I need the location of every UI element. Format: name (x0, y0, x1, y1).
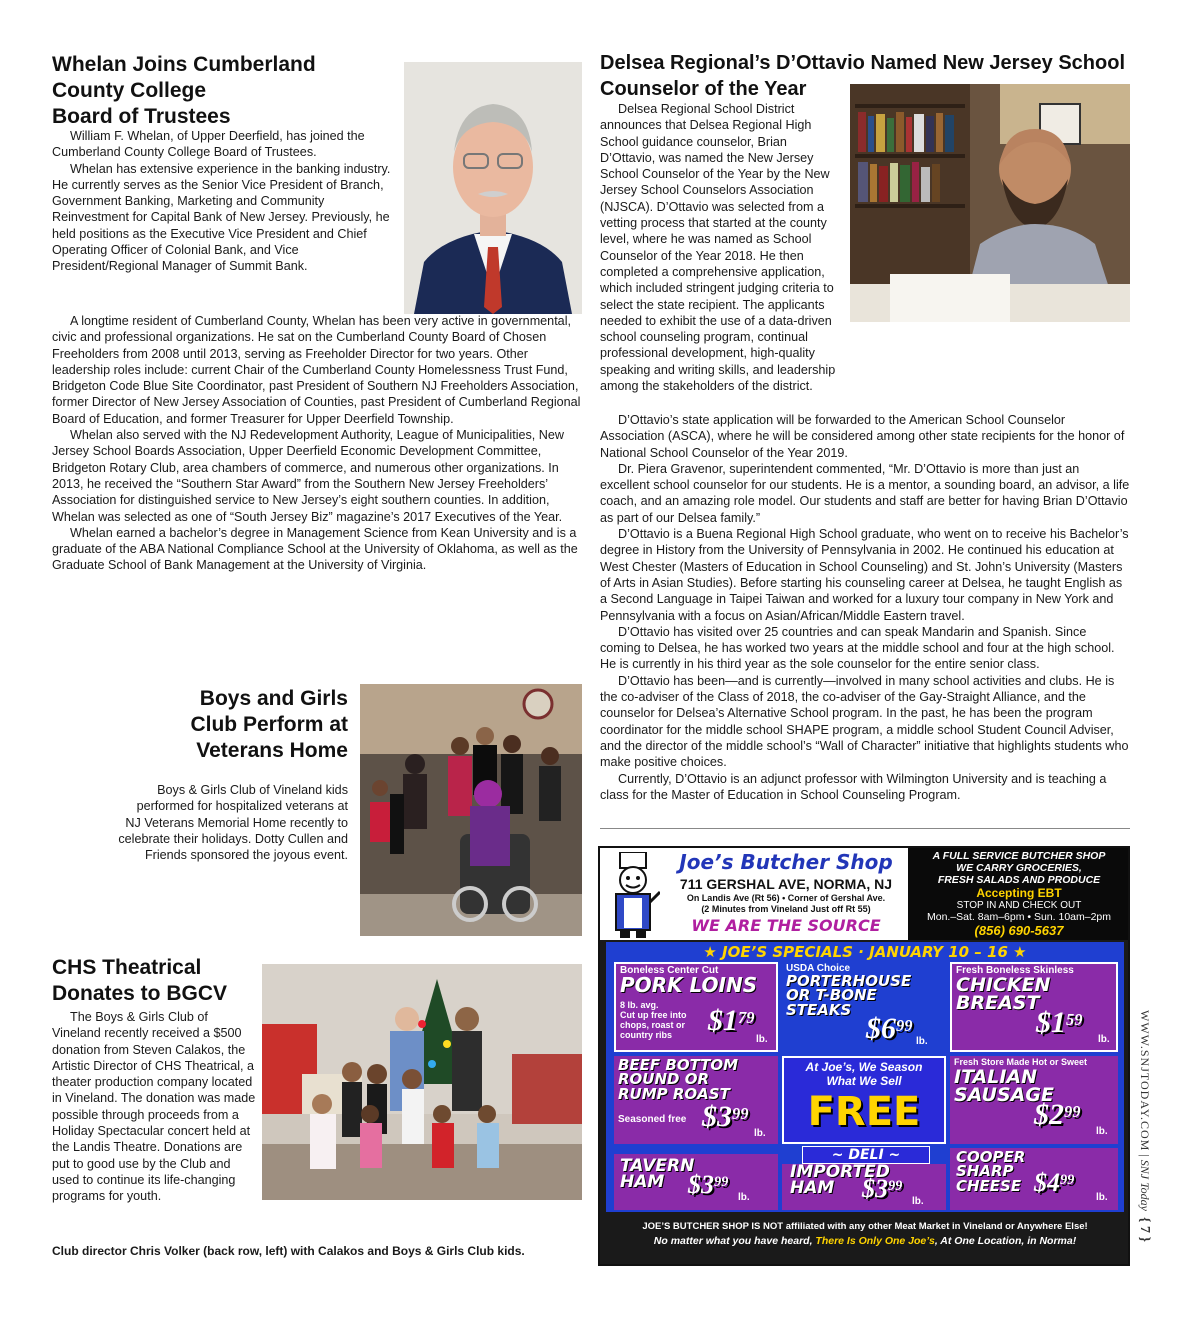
shop-address: 711 GERSHAL AVE, NORMA, NJ (679, 876, 893, 892)
price-cheese: $\$4^{99}$ (1034, 1168, 1075, 1197)
dottavio-paragraph: D’Ottavio has visited over 25 countries and can speak Mandarin and Spanish. Since coming to Delsea, he has worked two years at the middle school and four at the high school. He is currently in his third year as the sole counselor for the entire senior class. (600, 624, 1115, 672)
price-tavern: $\$3^{99}$ (688, 1170, 729, 1199)
ad-footer: JOE’S BUTCHER SHOP IS NOT affiliated with any other Meat Market in Vineland or Anywhere Else! No matter what you have heard, There Is Only One Joe’s, At One Location, in Norma! (642, 1221, 1088, 1247)
page-number: { 7 } (1137, 1217, 1152, 1243)
whelan-paragraph: William F. Whelan, of Upper Deerfield, has joined the Cumberland County College Board of Trustees. (52, 129, 365, 160)
chs-photo (262, 964, 582, 1200)
ad-info-line: WE CARRY GROCERIES, (956, 862, 1082, 874)
dottavio-headline: Delsea Regional’s D’Ottavio Named New Jersey School Counselor of the Year (600, 52, 1125, 100)
publication-name: SNJ Today (1138, 1159, 1152, 1211)
bgc-caption: Boys & Girls Club of Vineland kids performed for hospitalized veterans at NJ Veterans Memorial Home recently to celebrate their holidays. Dotty Cullen and Friends sponsored the joyous event. (118, 783, 348, 863)
price-sausage: $\$2^{99}$ (1034, 1098, 1081, 1131)
price-imported: $\$3^{99}$ (862, 1174, 903, 1203)
price-steak: $\$6^{99}$ (866, 1012, 913, 1045)
ad-header (600, 848, 908, 940)
dottavio-body-narrow (600, 101, 842, 394)
whelan-paragraph: Whelan has extensive experience in the banking industry. He currently serves as the Senior Vice President of Branch, Government Banking, Marketing and Community Reinvestment for Capital Bank of New Jersey. Previously, he held positions as the Executive Vice President and Chief Operating Officer of Colonial Bank, and Vice President/Regional Manager of Summit Bank. (52, 161, 391, 274)
special-sausage: Fresh Store Made Hot or Sweet ITALIAN SAUSAGE $\$2^{99}$ lb. (950, 1056, 1118, 1144)
ad-specials-panel (606, 942, 1124, 1212)
whelan-paragraph: A longtime resident of Cumberland County, Whelan has been very active in governmental, civic and professional organizations. He sat on the Cumberland County Board of Chosen Freeholders from 2008 until 2013, serving as Freeholder Director for two years. Other leadership roles include: current Chair of the Cumberland County Homelessness Trust Fund, Bridgeton Code Blue Site Coordinator, past President of Southern NJ Freeholders Association, former Director of New Jersey Association of Counties, past President of Cumberland Regional Board of Education, and former Treasurer for Upper Deerfield Township. (52, 314, 581, 426)
chs-headline: CHS Theatrical Donates to BGCV (52, 956, 228, 1005)
whelan-body-top (52, 128, 392, 275)
specials-banner: ★ JOE’S SPECIALS · JANUARY 10 – 16 ★ (703, 943, 1027, 961)
dottavio-paragraph: Currently, D’Ottavio is an adjunct professor with Wilmington University and is teaching a class for the Master of Education in School Counseling Program. (600, 771, 1107, 802)
special-beef-roast: BEEF BOTTOM ROUND OR RUMP ROAST Seasoned free $\$3^{99}$ lb. (614, 1056, 778, 1144)
site-url: WWW.SNJTODAY.COM (1138, 1010, 1152, 1152)
dottavio-paragraph: Delsea Regional School District announces that Delsea Regional High School guidance counselor, Brian D’Ottavio, was named the New Jersey School Counselor of the Year by the New Jersey School Counselors Association (NJSCA). D’Ottavio was selected from a vetting process that started at the county level, where he was named as School Counselor of the Year 2018. He then completed a comprehensive application, which included stringent judging criteria to select the state recipient. The applicants needed to exhibit the use of a data-driven school counseling program, continual professional development, high-quality speaking and writing skills, and leadership among the stakeholders of the district. (600, 102, 836, 394)
dottavio-paragraph: D’Ottavio’s state application will be forwarded to the American School Counselor Association (ASCA), where he will be considered among other state recipients for the honor of National School Counselor of the Year 2019. (600, 413, 1125, 460)
section-divider (600, 828, 1130, 829)
whelan-paragraph: Whelan also served with the NJ Redevelopment Authority, League of Municipalities, New Jersey School Boards Association, Upper Deerfield Economic Development Committee, Bridgeton Rotary Club, area chambers of commerce, and numerous other organizations. In 2013, he received the “Southern Star Award” from the Southern New Jersey Freeholders’ Association for distinguished service to New Jersey’s eight southern counties. In addition, Whelan was selected as one of “South Jersey Biz” magazine’s 2017 Executives of the Year. (52, 428, 564, 524)
page-sidebar: WWW.SNJTODAY.COM | SNJ Today { 7 } (1137, 1010, 1152, 1243)
dottavio-paragraph: D’Ottavio has been—and is currently—involved in many school activities and clubs. He is the co-adviser of the Class of 2018, the co-adviser of the Gay-Straight Alliance, and the counselor for Delsea’s Alternative School program. In the past, he has been the program coordinator for the middle school SHAPE program, a middle school Student Council Adviser, and the director of the middle school’s “Wall of Character” initiative that highlights students who make positive choices. (600, 673, 1129, 770)
butcher-mascot-icon (606, 852, 660, 938)
shop-slogan: WE ARE THE SOURCE (691, 916, 881, 935)
price-beef: $\$3^{99}$ (702, 1100, 749, 1133)
shop-name: Joe’s Butcher Shop (679, 850, 893, 874)
whelan-headline: Whelan Joins Cumberland County College Board of Trustees (52, 53, 316, 128)
price-pork: $\$1^{79}$ (708, 1004, 755, 1037)
chs-article (52, 955, 256, 1205)
ad-info-line: A FULL SERVICE BUTCHER SHOP (932, 850, 1106, 862)
special-tavern-ham: TAVERN HAM $\$3^{99}$ lb. (614, 1154, 778, 1210)
dottavio-paragraph: Dr. Piera Gravenor, superintendent commented, “Mr. D’Ottavio is more than just an excellent school counselor for our students. He is a mentor, a sounding board, an advisor, a life coach, and an amazing role model. Our students and staff are better for having Brian D’Ottavio as part of our Delsea family.” (600, 461, 1130, 525)
dottavio-body-wide (600, 412, 1130, 803)
special-steaks: USDA Choice PORTERHOUSE OR T-BONE STEAKS $\$6^{99}$ lb. (782, 962, 946, 1052)
bgc-headline: Boys and Girls Club Perform at Veterans Home (190, 687, 348, 762)
shop-directions: On Landis Ave (Rt 56) • Corner of Gershal Ave. (2 Minutes from Vineland Just off Rt 55) (686, 893, 886, 914)
special-season-free: At Joe’s, We Season What We Sell FREE (782, 1056, 946, 1144)
ad-ebt: Accepting EBT (976, 886, 1062, 900)
ad-info-line: FRESH SALADS AND PRODUCE (937, 874, 1101, 886)
bgc-photo (360, 684, 582, 936)
whelan-photo (404, 62, 582, 314)
ad-hours: Mon.–Sat. 8am–6pm • Sun. 10am–2pm (926, 911, 1112, 923)
ad-stop-in: STOP IN AND CHECK OUT (956, 900, 1082, 911)
butcher-shop-ad (598, 846, 1130, 1266)
ad-info-panel (908, 848, 1130, 940)
bgc-article (100, 686, 348, 863)
ad-phone: (856) 690-5637 (974, 923, 1064, 938)
whelan-body-bottom (52, 313, 582, 574)
whelan-paragraph: Whelan earned a bachelor’s degree in Management Science from Kean University and is a graduate of the ABA National Compliance School at the University of Oklahoma, as well as the Graduate School of Bank Management at the University of Virginia. (52, 525, 578, 573)
free-text: FREE (807, 1089, 921, 1135)
dottavio-photo (850, 84, 1130, 322)
chs-photo-caption: Club director Chris Volker (back row, left) with Calakos and Boys & Girls Club kids. (52, 1244, 525, 1258)
chs-body: The Boys & Girls Club of Vineland recently received a $500 donation from Steven Calakos, the Artistic Director of CHS Theatrical, a theater production company located in Vineland. The donation was made possible through proceeds from a Holiday Spectacular concert held at the Landis Theatre. Donations are put to good use by the Club and used to continue its life-changing programs for youth. (52, 1010, 256, 1204)
special-imported-ham: IMPORTED HAM $\$3^{99}$ lb. (782, 1164, 946, 1210)
deli-banner: ~ DELI ~ (802, 1146, 930, 1164)
special-pork-loins: Boneless Center Cut PORK LOINS 8 lb. avg. Cut up free into chops, roast or country ribs $\$1^{79}$ lb. (614, 962, 778, 1052)
special-cheese: COOPER SHARP CHEESE $\$4^{99}$ lb. (950, 1148, 1118, 1210)
special-chicken: Fresh Boneless Skinless CHICKEN BREAST $\$1^{59}$ lb. (950, 962, 1118, 1052)
dottavio-paragraph: D’Ottavio is a Buena Regional High School graduate, who went on to receive his Bachelor’s degree in History from the University of Pennsylvania in 2002. He continued his education at West Chester (Masters of Education in School Counseling) and St. John’s University (Masters of Arts in Asian Studies). Before starting his counseling career at Delsea, he taught English as a Second Language in Taipei Taiwan and worked for a luxury tour company in New York and Pennsylvania with a focus on Asian/African/Middle Eastern travel. (600, 527, 1129, 623)
price-chicken: $\$1^{59}$ (1036, 1006, 1083, 1039)
